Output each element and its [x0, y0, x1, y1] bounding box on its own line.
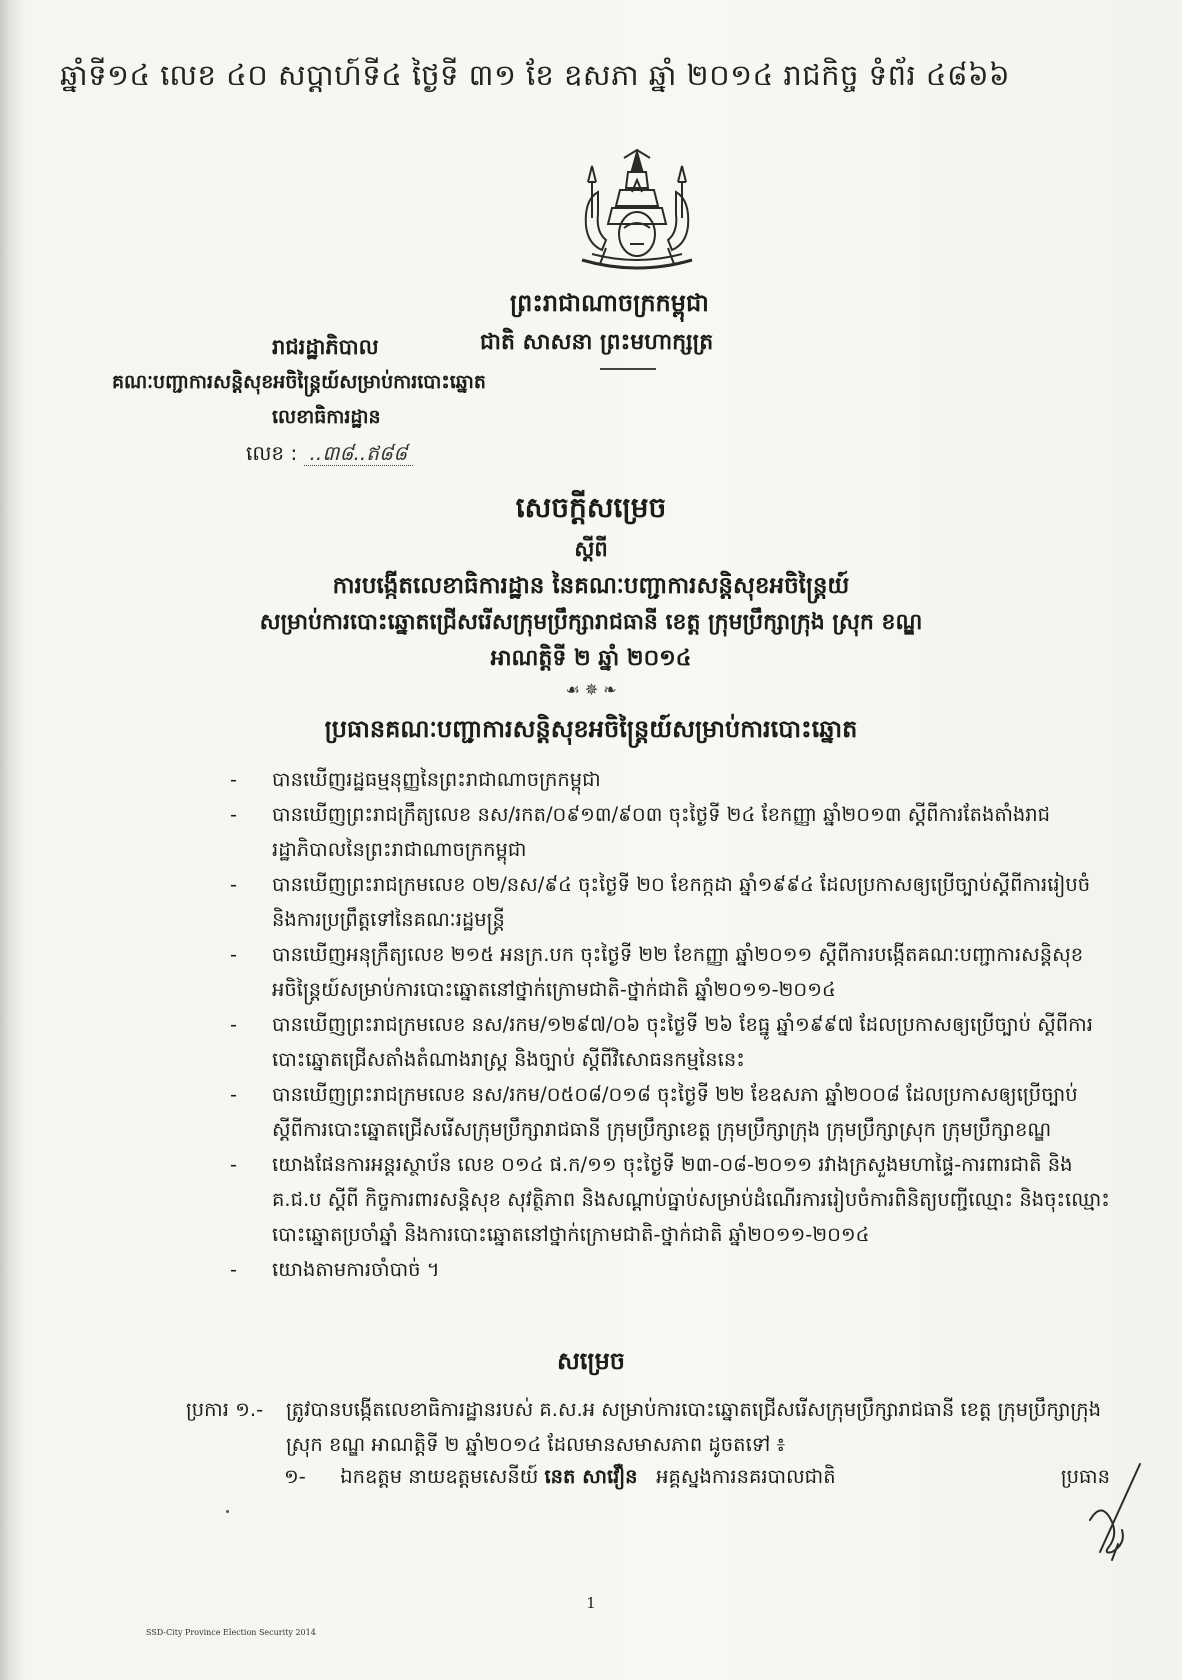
member-position: អគ្គស្នងការនគរបាលជាតិ	[656, 1465, 836, 1488]
scan-speck	[226, 1510, 229, 1513]
article-text: ត្រូវបានបង្កើតលេខាធិការដ្ឋានរបស់ គ.ស.អ សម្រាប់ការបោះឆ្នោតជ្រើសរើសក្រុមប្រឹក្សារាជធានី ខេត្ត ក្រុមប្រឹក្សាក្រុង ស្រុក ខណ្ឌ អាណត្តិទី ២ ឆ្នាំ២០១៤ ដែលមានសមាសភាព ដូចតទៅ ៖	[286, 1398, 1102, 1456]
list-item: - បានឃើញព្រះរាជក្រឹត្យលេខ នស/រកត/០៩១៣/៩០៣ ចុះថ្ងៃទី ២៤ ខែកញ្ញា ឆ្នាំ២០១៣ ស្តីពីការតែងតាំងរាជរដ្ឋាភិបាលនៃព្រះរាជាណាចក្រកម្ពុជា	[230, 803, 1051, 861]
document-title: សេចក្តីសម្រេច	[515, 491, 667, 524]
document-about: ស្តីពី	[574, 537, 608, 561]
article-number: ប្រការ ១.-	[186, 1398, 264, 1421]
authority-heading: ប្រធានគណៈបញ្ជាការសន្តិសុខអចិន្ត្រៃយ៍សម្រាប់ការបោះឆ្នោត	[324, 715, 858, 743]
list-item: - យោងតាមការចាំបាច់ ។	[230, 1258, 440, 1281]
list-item: - បានឃើញរដ្ឋធម្មនុញ្ញនៃព្រះរាជាណាចក្រកម្ពុជា	[230, 768, 601, 791]
legal-basis-list	[230, 762, 1110, 1287]
issuer-government: រាជរដ្ឋាភិបាល	[272, 335, 379, 359]
royal-coat-of-arms-icon	[562, 148, 712, 278]
list-item: - បានឃើញអនុក្រឹត្យលេខ ២១៥ អនក្រ.បក ចុះថ្ងៃទី ២២ ខែកញ្ញា ឆ្នាំ២០១១ ស្តីពីការបង្កើតគណៈបញ្ជាការសន្តិសុខអចិន្ត្រៃយ៍សម្រាប់ការបោះឆ្នោតនៅថ្នាក់ក្រោមជាតិ-ថ្នាក់ជាតិ ឆ្នាំ២០១១-២០១៤	[230, 943, 1084, 1001]
member-row	[284, 1464, 1110, 1493]
subject-line-2: សម្រាប់ការបោះឆ្នោតជ្រើសរើសក្រុមប្រឹក្សារាជធានី ខេត្ត ក្រុមប្រឹក្សាក្រុង ស្រុក ខណ្ឌ	[259, 610, 923, 635]
member-number: ១-	[284, 1465, 306, 1488]
ornament-divider: ☙ ✵ ❧	[565, 680, 617, 699]
subject-line-3: អាណត្តិទី ២ ឆ្នាំ ២០១៤	[490, 646, 692, 671]
reference-number-line	[246, 440, 413, 470]
list-item: - បានឃើញព្រះរាជក្រមលេខ នស/រកម/០៥០៨/០១៨ ចុះថ្ងៃទី ២២ ខែឧសភា ឆ្នាំ២០០៨ ដែលប្រកាសឲ្យប្រើច្បាប់ ស្តីពីការបោះឆ្នោតជ្រើសរើសក្រុមប្រឹក្សារាជធានី ក្រុមប្រឹក្សាខេត្ត ក្រុមប្រឹក្សាក្រុង ក្រុមប្រឹក្សាស្រុក ក្រុមប្រឹក្សាខណ្ឌ	[230, 1083, 1078, 1141]
issuer-committee: គណៈបញ្ជាការសន្តិសុខអចិន្ត្រៃយ៍សម្រាប់ការបោះឆ្នោត	[112, 371, 486, 393]
reference-label: លេខ :	[246, 441, 298, 465]
decision-heading: សម្រេច	[556, 1347, 626, 1375]
issuer-secretariat: លេខាធិការដ្ឋាន	[272, 406, 381, 428]
article-1	[186, 1392, 1110, 1462]
subject-line-1: ការបង្កើតលេខាធិការដ្ឋាន នៃគណៈបញ្ជាការសន្តិសុខអចិន្ត្រៃយ៍	[332, 573, 850, 599]
list-item: - បានឃើញព្រះរាជក្រមលេខ ០២/នស/៩៤ ចុះថ្ងៃទី ២០ ខែកក្កដា ឆ្នាំ១៩៩៤ ដែលប្រកាសឲ្យប្រើច្បាប់ស្តីពីការរៀបចំ និងការប្រព្រឹត្តទៅនៃគណៈរដ្ឋមន្ត្រី	[230, 873, 1091, 931]
list-item: - យោងផែនការអន្តរស្ថាប័ន លេខ ០១៤ ផ.ក/១១ ចុះថ្ងៃទី ២៣-០៨-២០១១ រវាងក្រសួងមហាផ្ទៃ-ការពារជាតិ និង គ.ជ.ប ស្តីពី កិច្ចការពារសន្តិសុខ សុវត្ថិភាព និងសណ្តាប់ធ្នាប់សម្រាប់ដំណើរការរៀបចំការពិនិត្យបញ្ជីឈ្មោះ និងចុះឈ្មោះបោះឆ្នោតប្រចាំឆ្នាំ និងការបោះឆ្នោតនៅថ្នាក់ក្រោមជាតិ-ថ្នាក់ជាតិ ឆ្នាំ២០១១-២០១៤	[230, 1153, 1110, 1246]
page-number: 1	[586, 1594, 596, 1612]
gazette-header: ឆ្នាំទី១៤ លេខ ៤០ សប្តាហ៍ទី៤ ថ្ងៃទី ៣១ ខែ ឧសភា ឆ្នាំ ២០១៤ រាជកិច្ច ទំព័រ ៤៨៦៦	[60, 58, 1011, 92]
signature-mark	[1082, 1460, 1152, 1570]
member-name: នេត សាវឿន	[544, 1465, 638, 1488]
footer-text: SSD-City Province Election Security 2014	[146, 1628, 316, 1637]
member-title: ឯកឧត្តម នាយឧត្តមសេនីយ៍	[340, 1465, 539, 1488]
national-motto: ជាតិ សាសនា ព្រះមហាក្សត្រ	[480, 330, 714, 355]
kingdom-name: ព្រះរាជាណាចក្រកម្ពុជា	[510, 289, 709, 317]
list-item: - បានឃើញព្រះរាជក្រមលេខ នស/រកម/១២៩៧/០៦ ចុះថ្ងៃទី ២៦ ខែធ្នូ ឆ្នាំ១៩៩៧ ដែលប្រកាសឲ្យប្រើច្បាប់ ស្តីពីការបោះឆ្នោតជ្រើសតាំងតំណាងរាស្ត្រ និងច្បាប់ ស្តីពីវិសោធនកម្មនៃនេះ	[230, 1013, 1093, 1071]
member-role: ប្រធាន	[1060, 1465, 1110, 1488]
reference-number: ..៣៨..ឥ៨៨	[304, 441, 414, 466]
motto-divider	[600, 368, 656, 370]
